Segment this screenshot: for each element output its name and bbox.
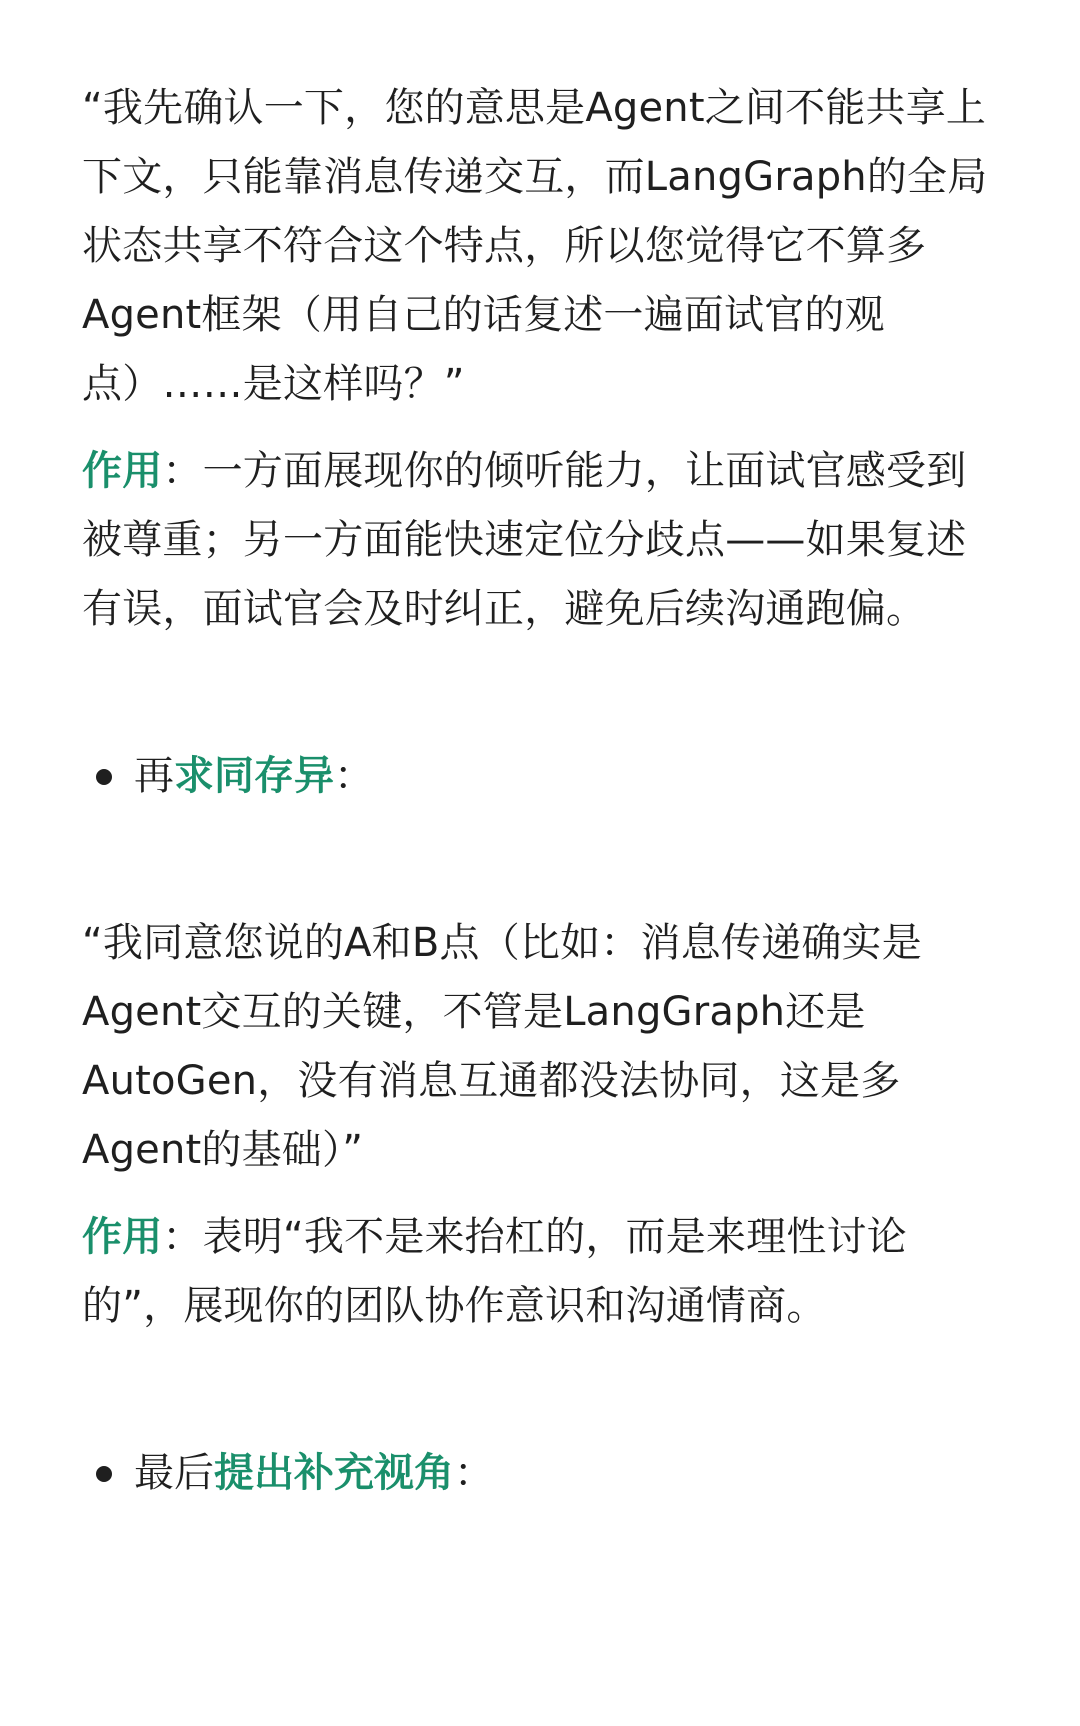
effect-paragraph — [82, 1203, 998, 1341]
agree-quote: “我同意您说的A和B点（比如：消息传递确实是Agent交互的关键，不管是LangGraph还是AutoGen，没有消息互通都没法协同，这是多Agent的基础）” — [82, 920, 922, 1173]
bullet-highlight: 提出补充视角 — [214, 1450, 454, 1496]
section-spacer — [82, 811, 998, 909]
bullet-item-seek-common-ground — [82, 742, 998, 811]
effect-text: 一方面展现你的倾听能力，让面试官感受到被尊重；另一方面能快速定位分歧点——如果复述有误，面试官会及时纠正，避免后续沟通跑偏。 — [82, 448, 967, 632]
section-spacer — [82, 1341, 998, 1439]
bullet-dot-icon — [96, 769, 112, 785]
effect-label: 作用 — [82, 448, 163, 494]
effect-text: 表明“我不是来抬杠的，而是来理性讨论的”，展现你的团队协作意识和沟通情商。 — [82, 1214, 907, 1329]
bullet-item-add-perspective — [82, 1439, 998, 1508]
effect-label: 作用 — [82, 1214, 163, 1260]
bullet-prefix: 最后 — [134, 1450, 214, 1496]
restate-quote: “我先确认一下，您的意思是Agent之间不能共享上下文，只能靠消息传递交互，而LangGraph的全局状态共享不符合这个特点，所以您觉得它不算多Agent框架（用自己的话复述一遍面试官的观点）……是这样吗？” — [82, 85, 988, 407]
bullet-suffix: ： — [454, 1450, 494, 1496]
bullet-dot-icon — [96, 1466, 112, 1482]
effect-colon: ： — [162, 1214, 203, 1260]
bullet-highlight: 求同存异 — [174, 753, 334, 799]
effect-colon: ： — [162, 448, 203, 494]
section-spacer — [82, 644, 998, 742]
bullet-suffix: ： — [334, 753, 374, 799]
effect-paragraph — [82, 437, 998, 644]
bullet-prefix: 再 — [134, 753, 174, 799]
